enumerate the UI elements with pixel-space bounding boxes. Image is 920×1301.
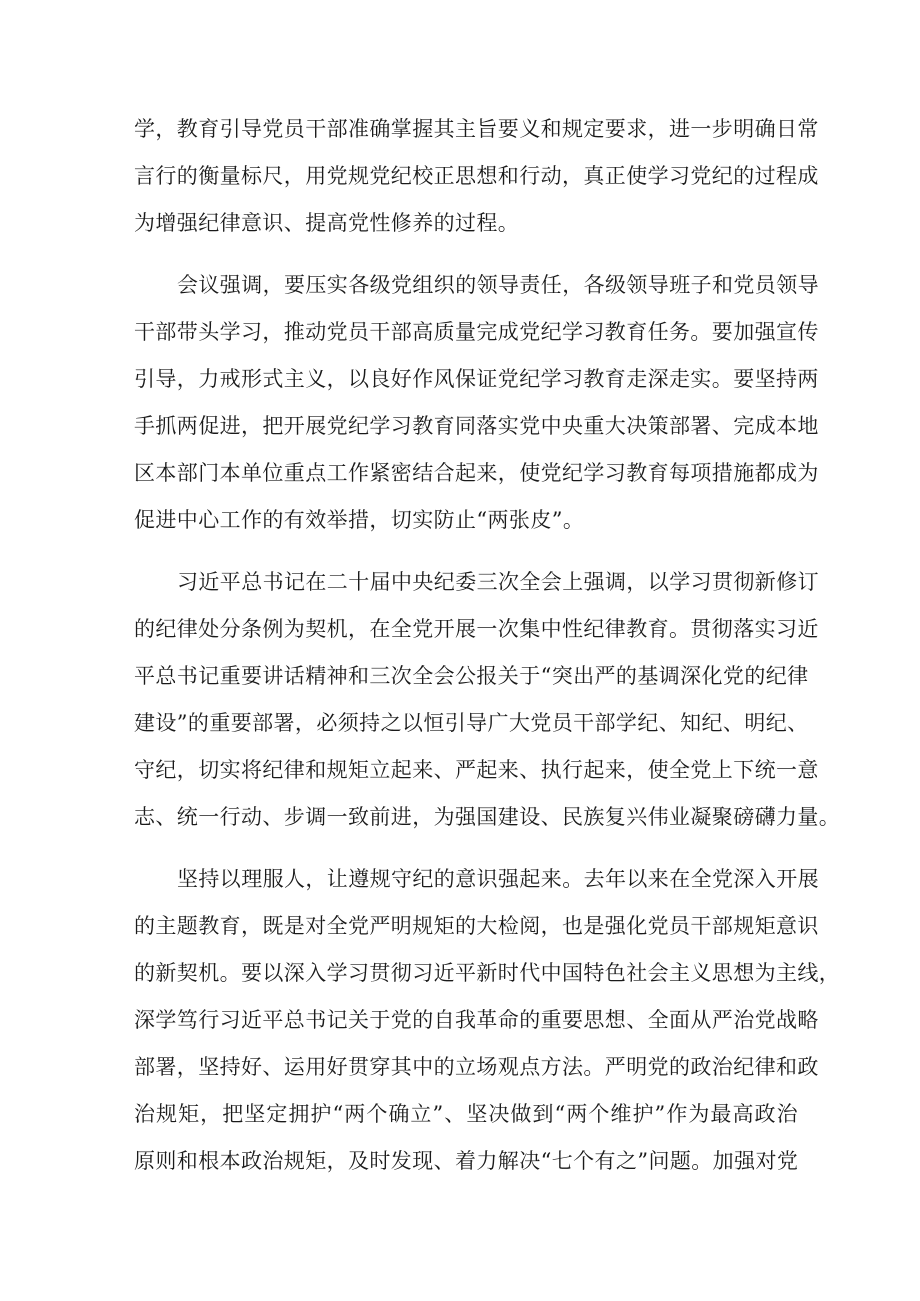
- text-line: 言行的衡量标尺，用党规党纪校正思想和行动，真正使学习党纪的过程成: [134, 164, 819, 188]
- paragraph-4: [134, 856, 841, 1185]
- body-text: [134, 106, 841, 1185]
- text-line: 志、统一行动、步调一致前进，为强国建设、民族复兴伟业凝聚磅礴力量。: [134, 805, 841, 829]
- text-line: 的主题教育，既是对全党严明规矩的大检阅，也是强化党员干部规矩意识: [134, 914, 819, 938]
- text-line: 治规矩，把坚定拥护“两个确立”、坚决做到“两个维护”作为最高政治: [134, 1102, 798, 1126]
- text-line: 守纪，切实将纪律和规矩立起来、严起来、执行起来，使全党上下统一意: [134, 758, 819, 782]
- paragraph-spacing: [134, 841, 798, 856]
- paragraph-2: [134, 262, 819, 544]
- paragraph-spacing: [134, 247, 798, 262]
- paragraph-3: [134, 559, 841, 841]
- text-line: 深学笃行习近平总书记关于党的自我革命的重要思想、全面从严治党战略: [134, 1008, 819, 1032]
- text-line: 的新契机。要以深入学习贯彻习近平新时代中国特色社会主义思想为主线，: [134, 961, 841, 985]
- text-line: 平总书记重要讲话精神和三次全会公报关于“突出严的基调深化党的纪律: [134, 664, 809, 688]
- text-line: 引导，力戒形式主义，以良好作风保证党纪学习教育走深走实。要坚持两: [134, 367, 819, 391]
- text-line: 的纪律处分条例为契机，在全党开展一次集中性纪律教育。贯彻落实习近: [134, 617, 819, 641]
- text-line: 习近平总书记在二十届中央纪委三次全会上强调，以学习贯彻新修订: [177, 570, 819, 594]
- text-line: 干部带头学习，推动党员干部高质量完成党纪学习教育任务。要加强宣传: [134, 320, 819, 344]
- paragraph-1: [134, 106, 819, 247]
- text-line: 为增强纪律意识、提高党性修养的过程。: [134, 211, 520, 235]
- text-line: 手抓两促进，把开展党纪学习教育同落实党中央重大决策部署、完成本地: [134, 414, 819, 438]
- text-line: 原则和根本政治规矩，及时发现、着力解决“七个有之”问题。加强对党: [134, 1149, 799, 1173]
- paragraph-spacing: [134, 544, 798, 559]
- text-line: 坚持以理服人，让遵规守纪的意识强起来。去年以来在全党深入开展: [177, 867, 819, 891]
- text-line: 区本部门本单位重点工作紧密结合起来，使党纪学习教育每项措施都成为: [134, 461, 819, 485]
- text-line: 会议强调，要压实各级党组织的领导责任，各级领导班子和党员领导: [177, 273, 819, 297]
- text-line: 建设”的重要部署，必须持之以恒引导广大党员干部学纪、知纪、明纪、: [134, 711, 809, 735]
- text-line: 学，教育引导党员干部准确掌握其主旨要义和规定要求，进一步明确日常: [134, 117, 819, 141]
- text-line: 促进中心工作的有效举措，切实防止“两张皮”。: [134, 508, 585, 532]
- text-line: 部署，坚持好、运用好贯穿其中的立场观点方法。严明党的政治纪律和政: [134, 1055, 819, 1079]
